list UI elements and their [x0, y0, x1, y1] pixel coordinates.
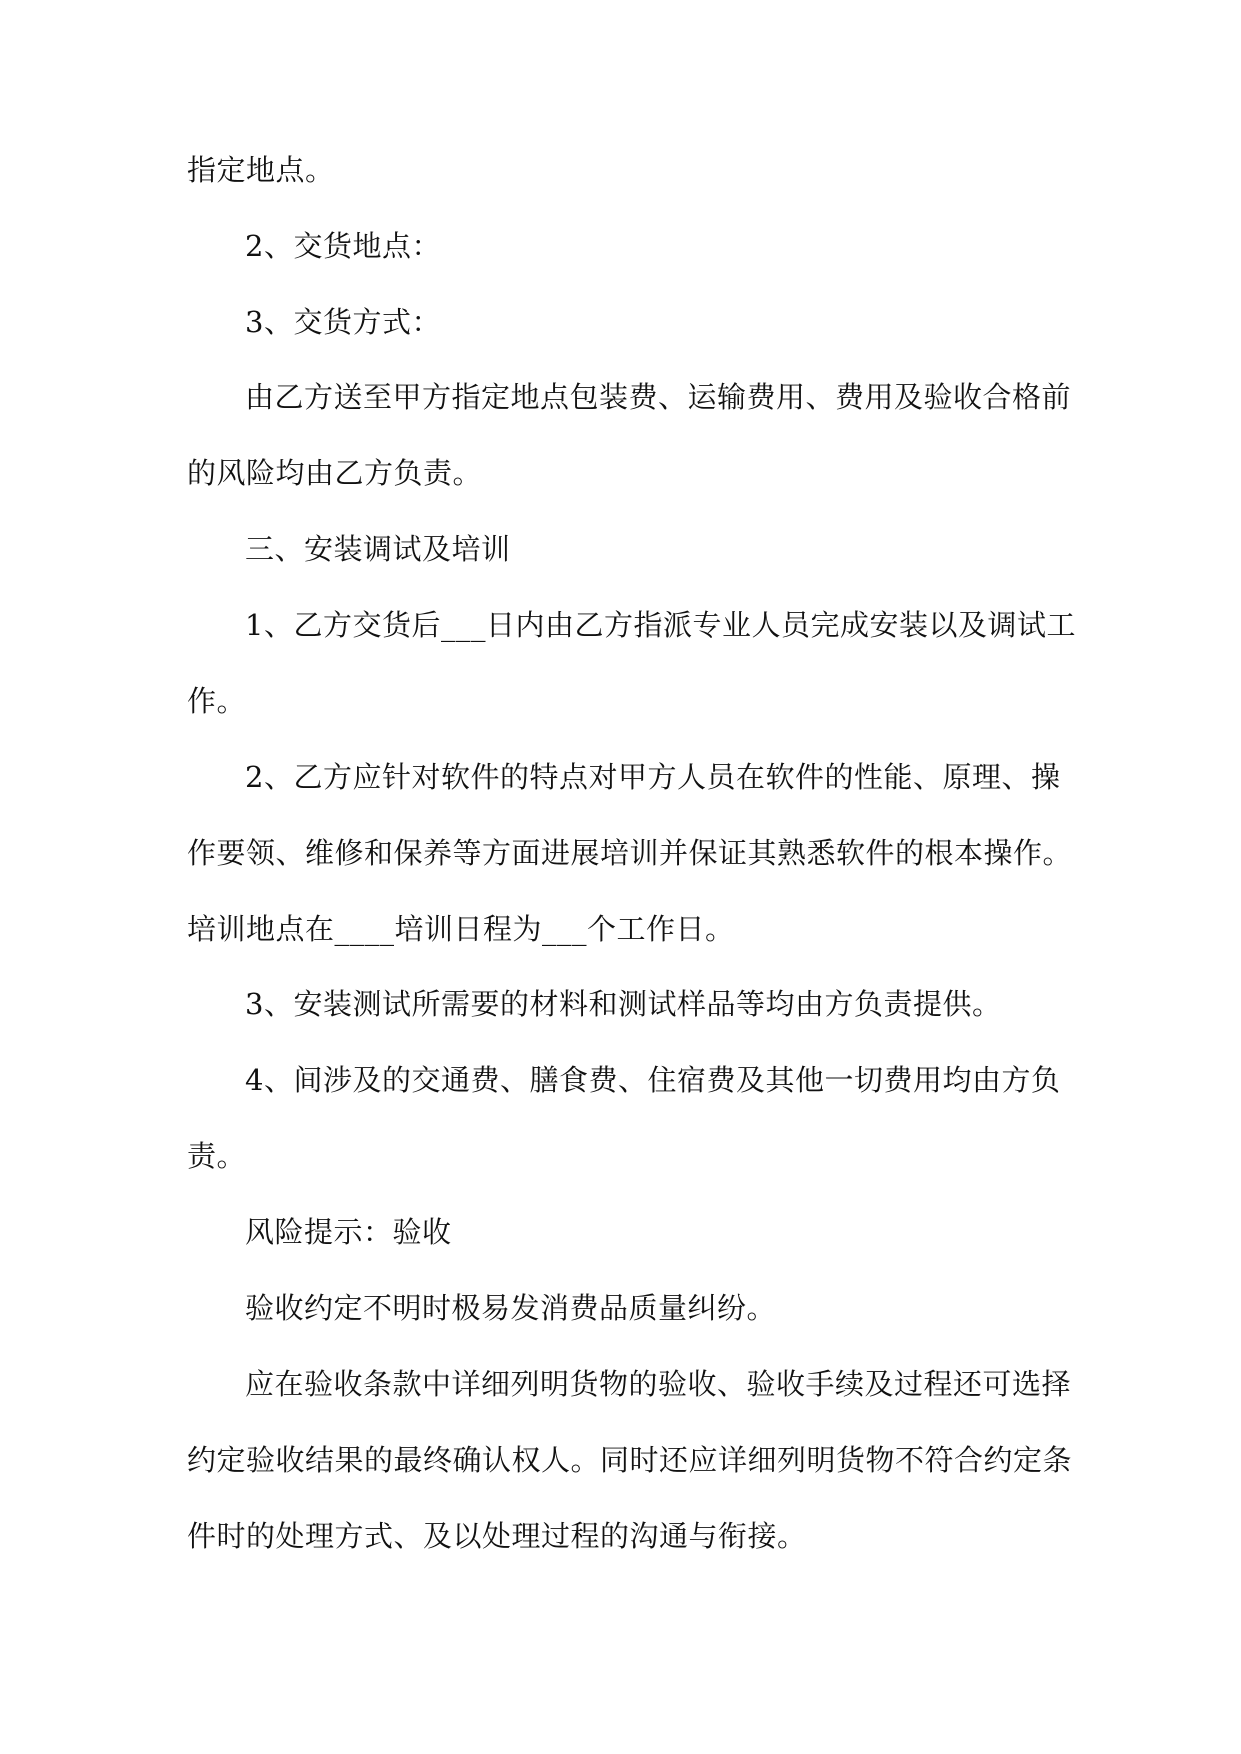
text-line: 指定地点。	[187, 153, 335, 187]
text-line: 3、安装测试所需要的材料和测试样品等均由方负责提供。	[245, 987, 1002, 1021]
text-line: 件时的处理方式、及以处理过程的沟通与衔接。	[187, 1519, 807, 1553]
text-line: 3、交货方式：	[245, 305, 441, 339]
section-heading: 三、安装调试及培训	[245, 532, 511, 566]
text-line: 由乙方送至甲方指定地点包装费、运输费用、费用及验收合格前	[245, 380, 1072, 414]
text-line: 风险提示：验收	[245, 1215, 452, 1249]
text-line: 2、乙方应针对软件的特点对甲方人员在软件的性能、原理、操	[245, 760, 1061, 794]
text-line: 2、交货地点：	[245, 229, 441, 263]
text-line: 1、乙方交货后___日内由乙方指派专业人员完成安装以及调试工	[245, 608, 1076, 642]
text-line: 的风险均由乙方负责。	[187, 456, 483, 490]
text-line: 约定验收结果的最终确认权人。同时还应详细列明货物不符合约定条	[187, 1443, 1073, 1477]
text-line: 验收约定不明时极易发消费品质量纠纷。	[245, 1291, 777, 1325]
text-line: 作。	[187, 684, 247, 718]
text-line: 作要领、维修和保养等方面进展培训并保证其熟悉软件的根本操作。	[187, 836, 1073, 870]
text-line: 4、间涉及的交通费、膳食费、住宿费及其他一切费用均由方负	[245, 1063, 1061, 1097]
text-line: 责。	[187, 1139, 247, 1173]
text-line: 应在验收条款中详细列明货物的验收、验收手续及过程还可选择	[245, 1367, 1072, 1401]
text-line: 培训地点在____培训日程为___个工作日。	[187, 912, 735, 946]
